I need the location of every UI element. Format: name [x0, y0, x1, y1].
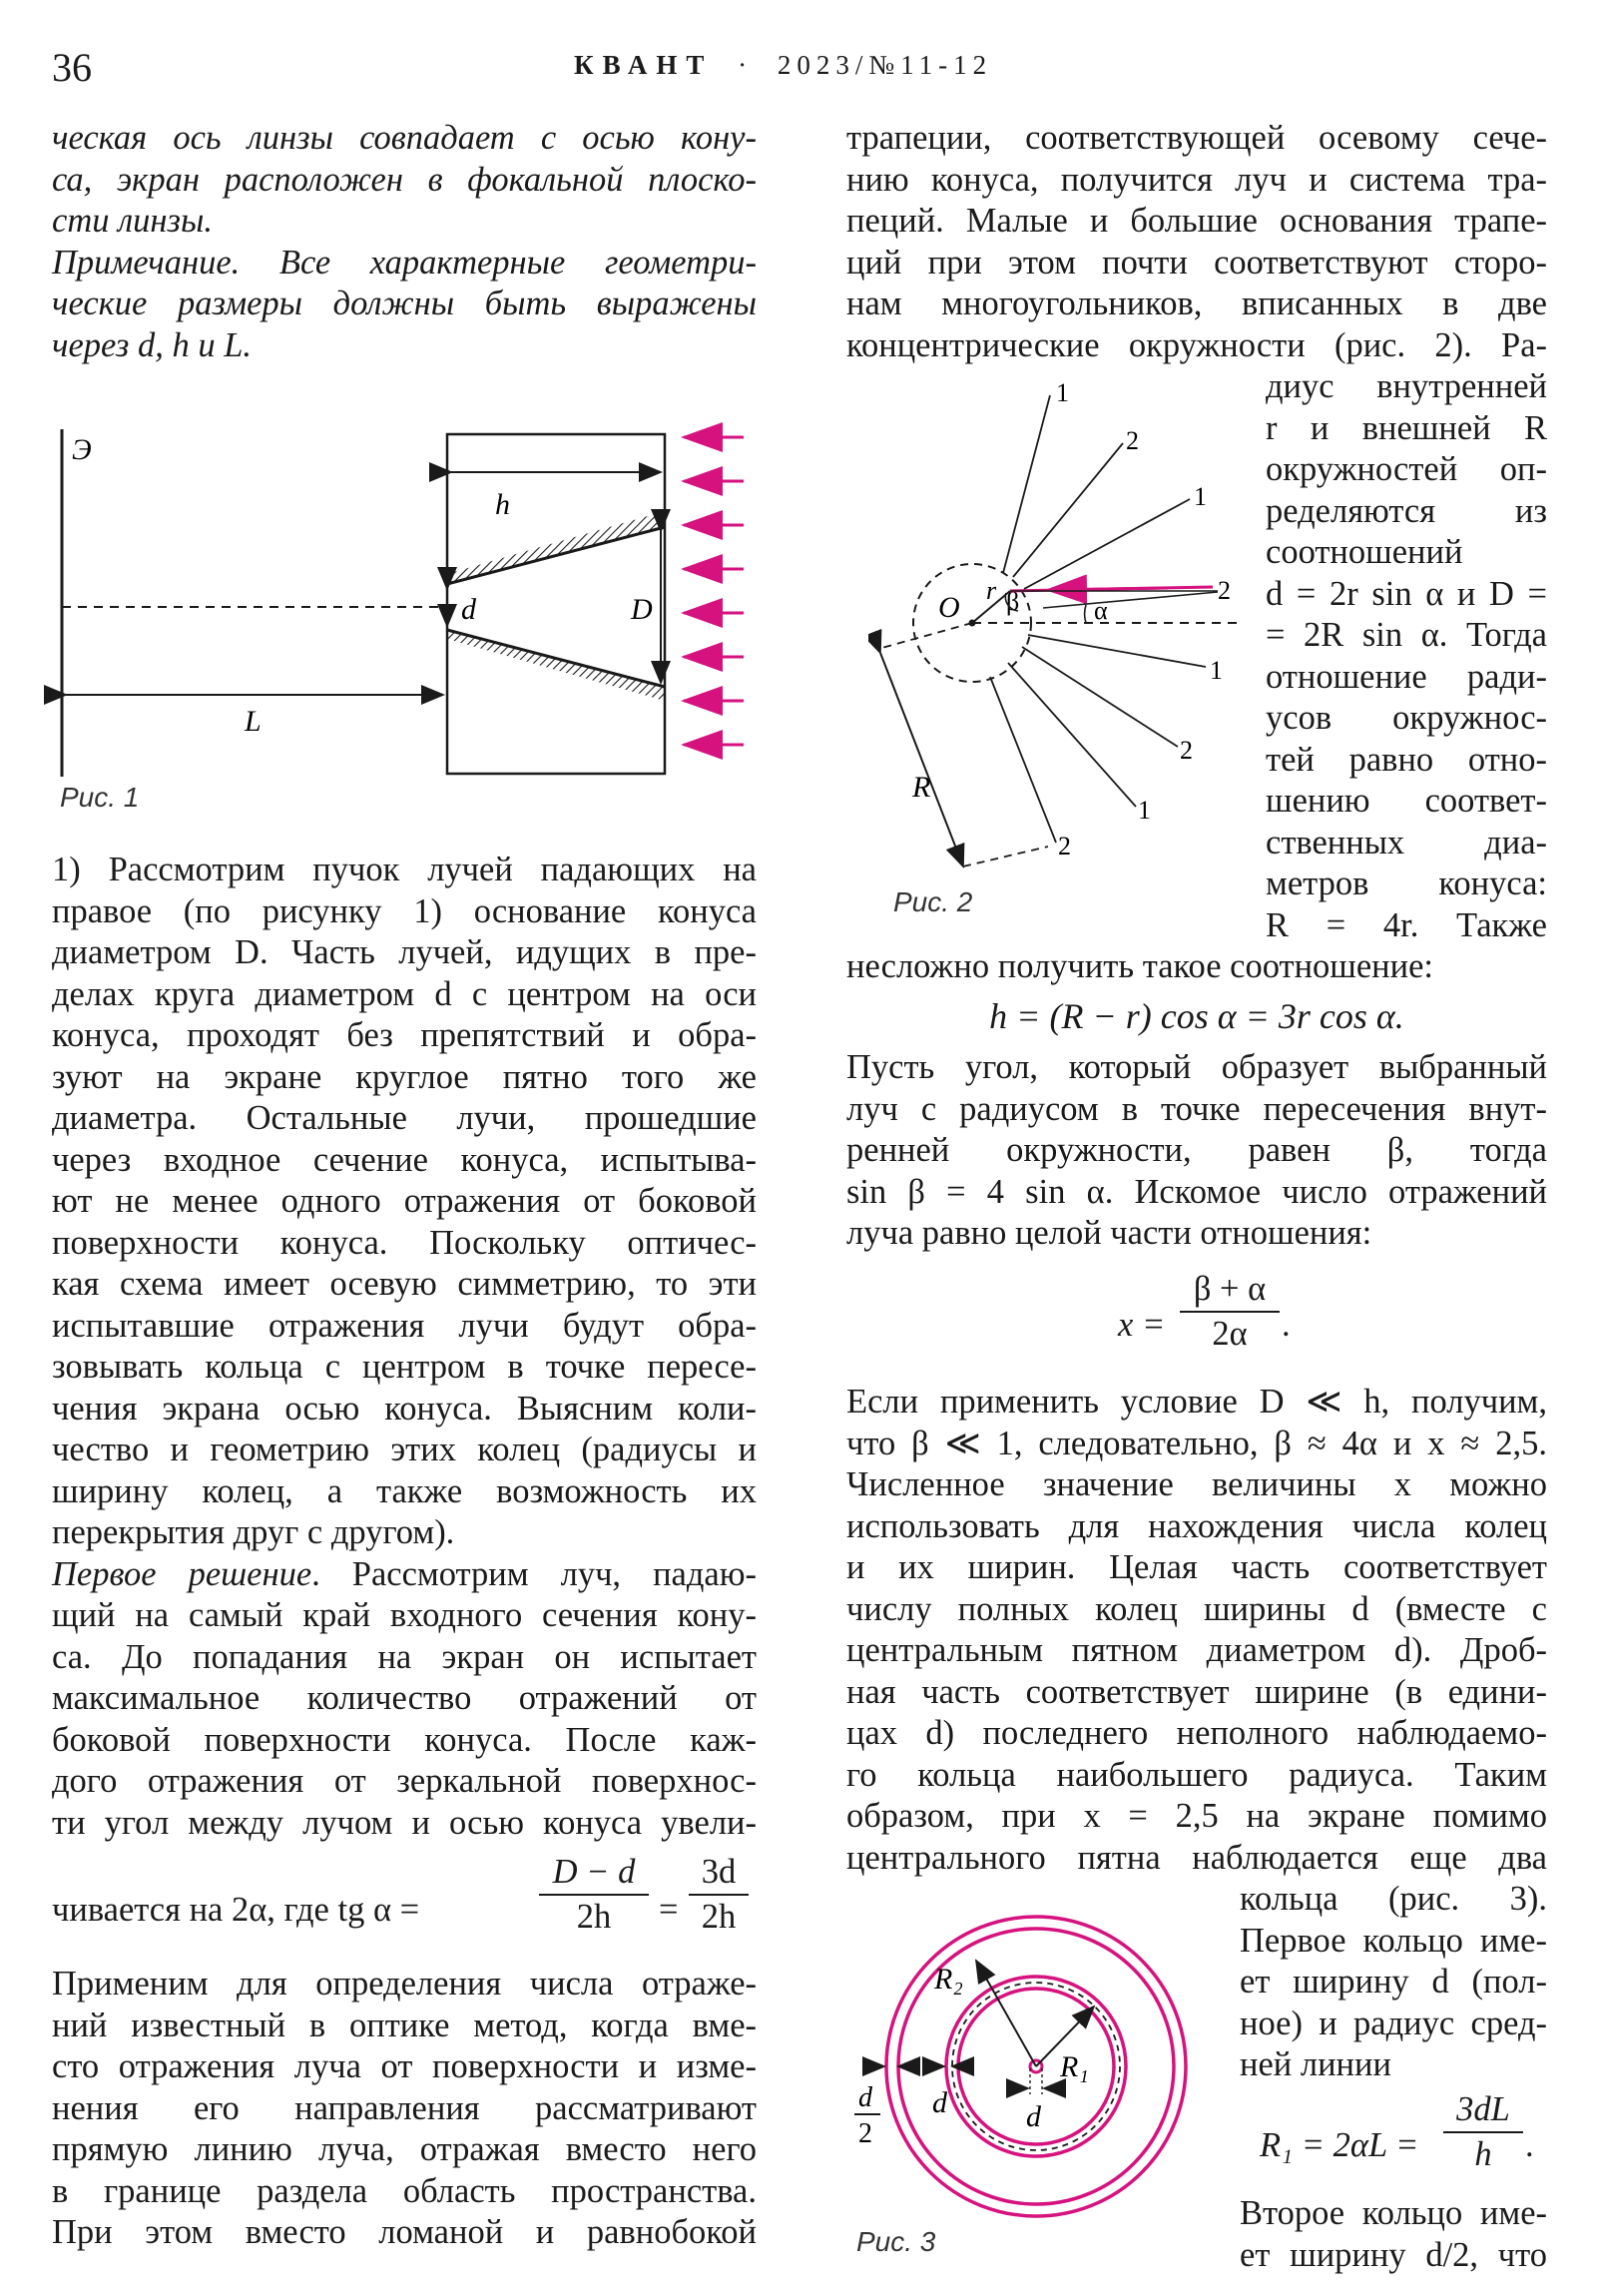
right-tail [1240, 2193, 1547, 2276]
text-line: усов окружнос- [1266, 699, 1547, 737]
text-line: нию конуса, получится луч и система тра- [846, 160, 1547, 199]
text-line: сто отражения луча от поверхности и изме- [52, 2047, 757, 2085]
text-line: са, экран расположен в фокальной плоско- [52, 160, 757, 199]
fraction-1-den: 2h [576, 1898, 612, 1936]
text-line: Первое кольцо име- [1240, 1921, 1547, 1960]
text-line: и их ширин. Целая часть соответствует [846, 1548, 1547, 1586]
ray-label: 2 [1180, 736, 1193, 765]
outer-radius-dash [878, 623, 972, 649]
text-line: sin β = 4 sin α. Искомое число отражений [846, 1172, 1547, 1211]
figure-1-cone-diagram [40, 419, 759, 819]
h-label: h [495, 488, 510, 521]
formula-tg-prefix: чивается на 2α, где tg α = [52, 1891, 420, 1929]
text-line: зуют на экране круглое пятно того же [52, 1057, 757, 1096]
text-line: Если применить условие D ≪ h, получим, [846, 1383, 1547, 1421]
figure-2-caption: Рис. 2 [893, 886, 973, 917]
text-line: использовать для нахождения числа колец [846, 1506, 1547, 1545]
text-line: окружностей оп- [1266, 450, 1547, 488]
fraction-2 [689, 1853, 749, 1937]
text-line: образом, при x = 2,5 на экране помимо [846, 1797, 1547, 1835]
text-line: 1) Рассмотрим пучок лучей падающих на [52, 851, 757, 888]
formula-x-end: . [1282, 1306, 1291, 1344]
formula-x [1118, 1270, 1318, 1370]
text-line: зовывать кольца с центром в точке пересе- [52, 1348, 757, 1386]
fraction-bar [539, 1894, 649, 1896]
formula-h: h = (R − r) cos α = 3r cos α. [989, 995, 1404, 1036]
fraction-R1-den: h [1474, 2135, 1492, 2173]
screen-label: Э [72, 433, 92, 466]
text-line: ют не менее одного отражения от боковой [52, 1182, 757, 1220]
text-line: центральным пятном диаметром d). Дроб- [846, 1631, 1547, 1669]
text-line: через входное сечение конуса, испытыва- [52, 1140, 757, 1179]
text-line: R = 4r. Также [1266, 905, 1547, 944]
formula-R1 [1260, 2090, 1549, 2190]
text-line: ти угол между лучом и осью конуса увели- [52, 1803, 757, 1842]
text-line: ческие размеры должны быть выражены [52, 285, 757, 322]
ray-label: 2 [1126, 426, 1139, 455]
text-line: ет ширину d/2, что [1240, 2235, 1547, 2274]
text-line: соотношений [1266, 533, 1463, 571]
text-line: перекрытия друг с другом). [52, 1513, 455, 1551]
R-dimension [880, 653, 963, 866]
formula-R1-end: . [1525, 2126, 1534, 2164]
text-line: цах d) последнего неполного наблюдаемо- [846, 1714, 1547, 1752]
text-line: ственных диа- [1266, 823, 1547, 861]
d-label: d [461, 593, 476, 626]
incoming-light-arrows [684, 437, 744, 745]
text-line: концентрические окружности (рис. 2). Ра- [846, 325, 1547, 364]
text-line: луча равно целой части отношения: [846, 1214, 1372, 1252]
text-line: ний известный в оптике метод, когда вме- [52, 2006, 757, 2044]
O-label: O [938, 591, 960, 624]
text-line: щий на самый край входного сечения кону- [52, 1596, 757, 1634]
text-line: ное) и радиус сред- [1240, 2004, 1547, 2042]
fraction-1-num: D − d [552, 1853, 636, 1891]
formula-tg-eq: = [659, 1891, 679, 1929]
text-line: тей равно отно- [1266, 740, 1547, 779]
right-beside-fig3 [1240, 1879, 1547, 2086]
formula-tg [52, 1853, 761, 1963]
ray-line [1043, 592, 1218, 608]
R2-label: R₂ [934, 1963, 963, 1996]
fraction-R1-num: 3dL [1456, 2090, 1510, 2128]
text-line: делах круга диаметром d с центром на оси [52, 974, 757, 1013]
text-line: d = 2r sin α и D = [1266, 574, 1547, 613]
first-solution-label: Первое решение [52, 1554, 312, 1593]
left-intro [52, 118, 757, 366]
text-line: диаметром D. Часть лучей, идущих в пре- [52, 933, 757, 971]
R-label: R [912, 771, 931, 804]
beta-label: β [1006, 587, 1020, 616]
text-line: несложно получить такое соотношение: [846, 947, 1433, 985]
text-line: го кольца наибольшего радиуса. Таким [846, 1755, 1547, 1794]
d-center-label: d [1026, 2100, 1041, 2133]
magenta-ray-arrow [1048, 588, 1168, 590]
ray-label: 1 [1210, 656, 1223, 685]
ray-label: 1 [1056, 378, 1069, 407]
L-label: L [245, 705, 262, 738]
text-line: ширину колец, а также возможность их [52, 1471, 757, 1510]
text-line: нам многоугольников, вписанных в две [846, 285, 1547, 322]
formula-R1-lhs: R₁ = 2αL = [1260, 2126, 1419, 2164]
upper-mirror [447, 527, 665, 584]
header-separator: · [738, 50, 754, 80]
ray-label: 1 [1194, 482, 1207, 511]
text-line: шению соответ- [1266, 782, 1547, 820]
text-span: . Рассмотрим луч, падаю- [311, 1554, 757, 1593]
formula-x-lhs: x = [1118, 1306, 1166, 1344]
text-line: отношение ради- [1266, 657, 1547, 696]
ray-label: 2 [1218, 576, 1231, 605]
text-line: чения экрана осью конуса. Выясним коли- [52, 1389, 757, 1428]
right-beside-fig2 [1266, 366, 1547, 946]
text-line: сти линзы. [52, 202, 213, 240]
text-line: центрального пятна наблюдается еще два [846, 1838, 1547, 1877]
text-line: боковой поверхности конуса. После каж- [52, 1720, 757, 1759]
ray-label: 2 [1058, 832, 1071, 861]
text-line: чество и геометрию этих колец (радиусы и [52, 1431, 757, 1468]
alpha-label: α [1094, 596, 1108, 625]
text-line: = 2R sin α. Тогда [1266, 616, 1547, 654]
text-line: максимальное количество отражений от [52, 1679, 757, 1717]
text-line: Численное значение величины x можно [846, 1465, 1547, 1503]
half-d-den: 2 [858, 2118, 872, 2149]
text-line: кая схема имеет осевую симметрию, то эти [52, 1265, 757, 1303]
text-line: ций при этом почти соответствуют сторо- [846, 243, 1547, 282]
text-line: ческая ось линзы совпадает с осью кону- [52, 119, 757, 157]
page-number: 36 [52, 45, 92, 90]
fraction-2-num: 3d [701, 1853, 737, 1891]
figure-2-ray-geometry [868, 377, 1248, 876]
right-bottom [846, 1382, 1547, 1879]
text-line: Применим для определения числа отраже- [52, 1965, 757, 2003]
text-line: прямую линию луча, отражая вместо него [52, 2130, 757, 2168]
ray-labels [1056, 378, 1231, 861]
text-line: метров конуса: [1266, 864, 1547, 902]
d-left-label: d [932, 2086, 947, 2119]
ray-label: 1 [1138, 796, 1151, 825]
lower-mirror-hatch [447, 630, 665, 701]
text-line: кольца (рис. 3). [1240, 1880, 1547, 1918]
text-line: конуса, проходят без препятствий и обра- [52, 1016, 757, 1054]
D-label: D [631, 593, 653, 626]
text-line: диаметра. Остальные лучи, прошедшие [52, 1099, 757, 1137]
half-d-num: d [858, 2082, 872, 2113]
text-line: через d, h и L. [52, 325, 253, 364]
text-line: что β ≪ 1, следовательно, β ≈ 4α и x ≈ 2,5. [846, 1424, 1547, 1462]
text-line: Второе кольцо име- [1240, 2194, 1547, 2232]
R1-label: R₁ [1060, 2050, 1089, 2083]
left-body [52, 850, 757, 1844]
text-line: числу полных колец ширины d (вместе с [846, 1589, 1547, 1628]
text-line: ет ширину d (пол- [1240, 1963, 1547, 2001]
text-line: r и внешней R [1266, 408, 1547, 447]
text-line: ренней окружности, равен β, тогда [846, 1131, 1547, 1169]
fraction-R1 [1443, 2090, 1523, 2174]
issue-number: 2023/№11-12 [777, 50, 993, 80]
text-line: трапеции, соответствующей осевому сече- [846, 119, 1547, 157]
text-line: пеций. Малые и большие основания трапе- [846, 202, 1547, 240]
text-line: правое (по рисунку 1) основание конуса [52, 891, 757, 930]
fraction-x-num: β + α [1193, 1270, 1267, 1308]
lower-mirror [447, 630, 665, 687]
text-line: ределяются из [1266, 491, 1547, 530]
journal-name: КВАНТ [574, 50, 714, 80]
text-line: диус внутренней [1266, 367, 1547, 405]
r-label: r [986, 576, 997, 605]
text-line: Пусть угол, который образует выбранный [846, 1048, 1547, 1086]
text-line: в границе раздела область пространства. [52, 2171, 757, 2210]
right-top [846, 118, 1547, 366]
fraction-1 [539, 1853, 649, 1937]
fraction-bar [689, 1894, 749, 1896]
text-line: нения его направления рассматривают [52, 2088, 757, 2127]
figure-3-rings [846, 1889, 1216, 2268]
fraction-bar [1443, 2131, 1523, 2133]
fraction-bar [1180, 1311, 1280, 1313]
text-line: дого отражения от зеркальной поверхнос- [52, 1762, 757, 1800]
fraction-2-den: 2h [701, 1898, 737, 1936]
text-line: ная часть соответствует ширине (в едини- [846, 1672, 1547, 1711]
R-dash [963, 847, 1048, 866]
text-line: Примечание. Все характерные геометри- [52, 243, 757, 282]
left-tail [52, 1964, 757, 2254]
text-line: поверхности конуса. Поскольку оптичес- [52, 1223, 757, 1262]
text-line [52, 1554, 757, 1596]
upper-mirror-hatch [447, 511, 665, 584]
fraction-x-den: 2α [1212, 1315, 1248, 1353]
text-line: ней линии [1240, 2045, 1391, 2083]
fraction-x [1180, 1270, 1280, 1354]
text-line: са. До попадания на экран он испытает [52, 1637, 757, 1676]
running-header [574, 50, 992, 81]
text-line: луч с радиусом в точке пересечения внут- [846, 1089, 1547, 1128]
text-line: испытавшие отражения лучи будут обра- [52, 1306, 757, 1345]
text-line: При этом вместо ломаной и равнобокой [52, 2213, 757, 2251]
figure-3-caption: Рис. 3 [856, 2226, 936, 2257]
figure-1-caption: Рис. 1 [60, 782, 140, 813]
right-after-fig2 [846, 946, 1547, 1255]
